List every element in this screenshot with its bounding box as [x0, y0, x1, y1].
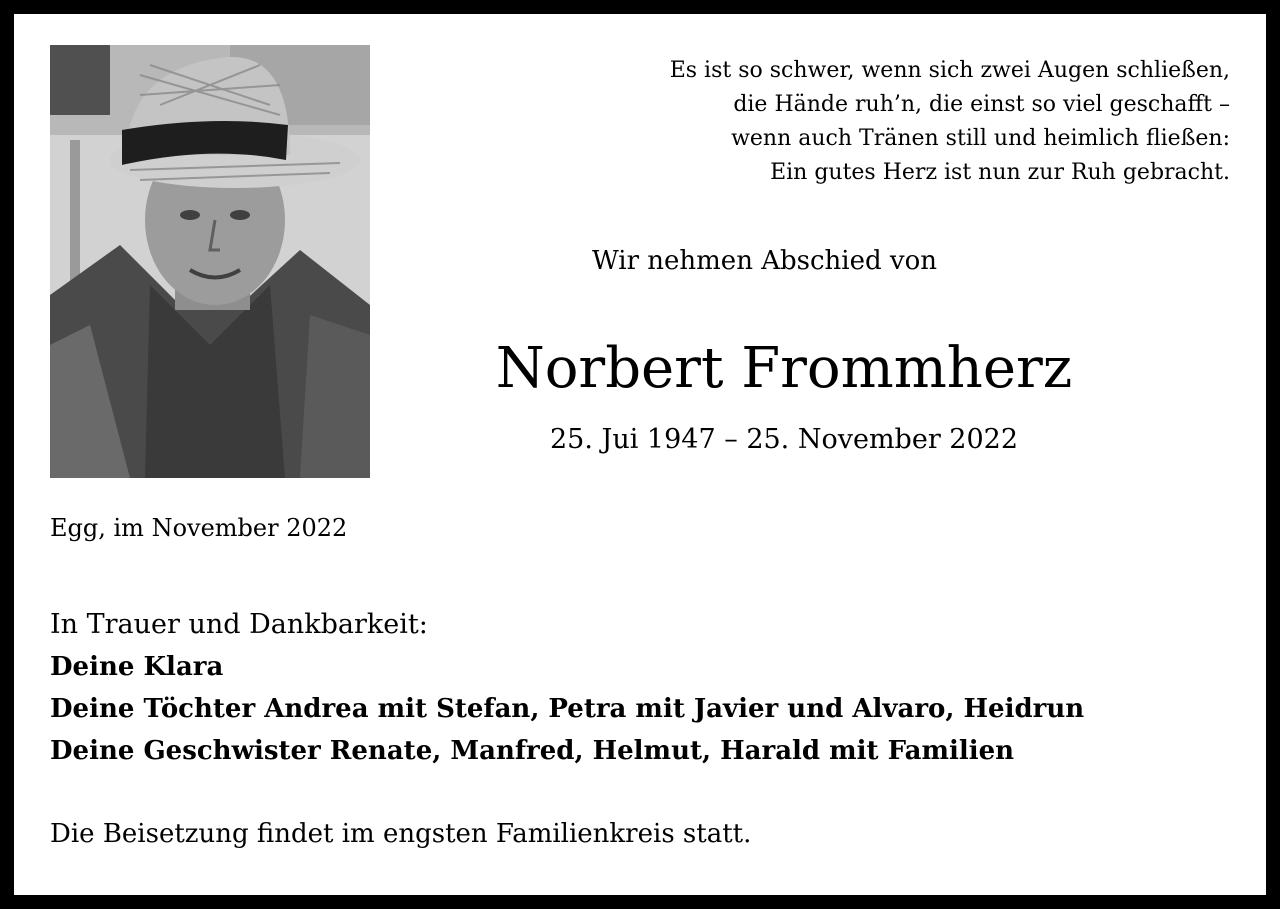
poem-line: die Hände ruh’n, die einst so viel geschafft – [733, 92, 1230, 117]
mourners-block [50, 604, 1084, 772]
mourners-intro: In Trauer und Dankbarkeit: [50, 609, 428, 640]
mourner-line: Deine Geschwister Renate, Manfred, Helmut, Harald mit Familien [50, 736, 1015, 766]
portrait-photo [50, 45, 370, 478]
deceased-name: Norbert Frommherz [495, 336, 1073, 401]
farewell-heading: Wir nehmen Abschied von [592, 246, 937, 276]
obituary-notice [14, 14, 1266, 895]
poem-line: Ein gutes Herz ist nun zur Ruh gebracht. [770, 160, 1230, 185]
poem-line: Es ist so schwer, wenn sich zwei Augen schließen, [669, 58, 1230, 83]
portrait-illustration [50, 45, 370, 478]
poem-line: wenn auch Tränen still und heimlich fließen: [731, 126, 1230, 151]
mourner-line: Deine Töchter Andrea mit Stefan, Petra mit Javier und Alvaro, Heidrun [50, 694, 1085, 724]
mourner-line: Deine Klara [50, 652, 224, 682]
life-dates: 25. Jui 1947 – 25. November 2022 [549, 424, 1019, 455]
burial-note: Die Beisetzung findet im engsten Familienkreis statt. [50, 819, 752, 849]
place-and-date: Egg, im November 2022 [50, 514, 348, 542]
memorial-poem [530, 54, 1230, 190]
